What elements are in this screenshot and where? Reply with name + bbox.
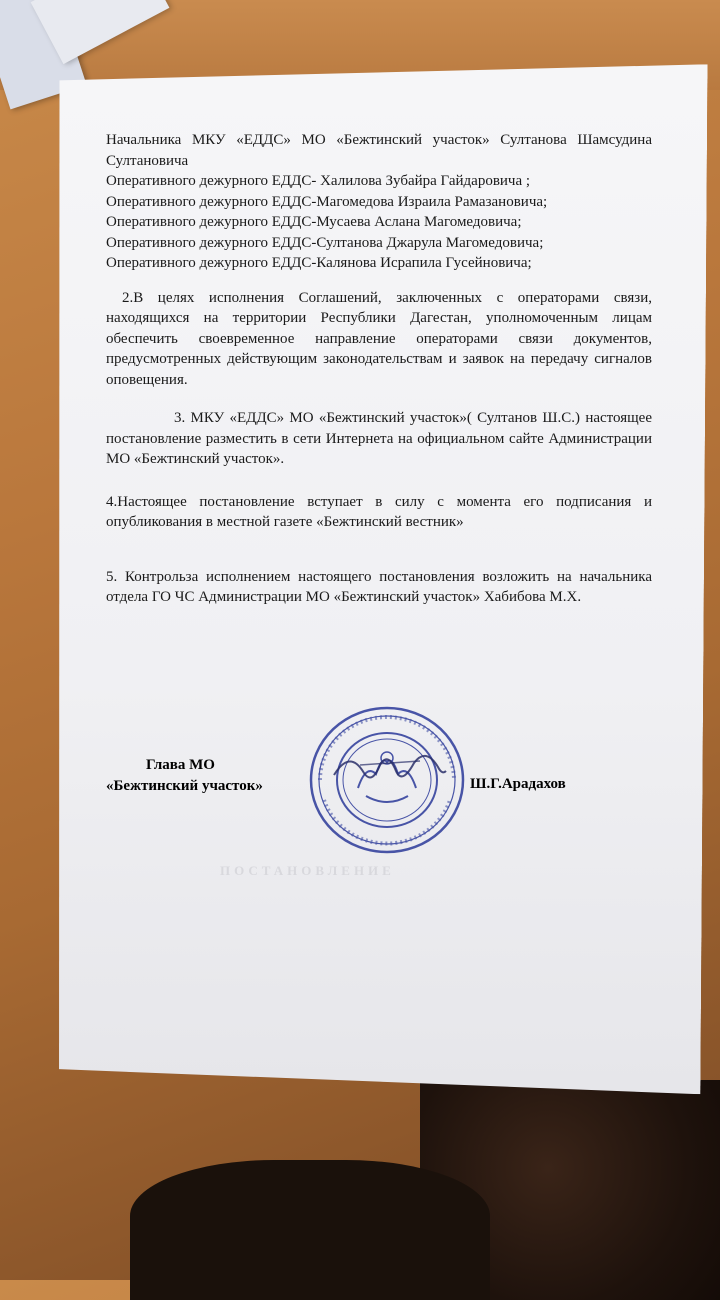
handwritten-signature-icon [330,745,450,795]
signatory-name: Ш.Г.Арадахов [470,776,566,792]
recipient-line: Оперативного дежурного ЕДДС-Магомедова Израила Рамазановича; [106,193,548,210]
signatory-title [106,755,263,797]
dark-cloth-2 [130,1160,490,1300]
paragraph-item-5: 5. Контрольза исполнением настоящего постановления возложить на начальника отдела ГО ЧС Администрации МО «Бежтинский участок» Хабибова М.Х. [106,568,652,605]
show-through-heading: ПОСТАНОВЛЕНИЕ [220,863,395,878]
signatory-title-line2: «Бежтинский участок» [106,778,263,794]
recipient-line: Оперативного дежурного ЕДДС- Халилова Зубайра Гайдаровича ; [106,173,531,189]
paragraph-item-2: 2.В целях исполнения Соглашений, заключенных с операторами связи, находящихся на территории Республики Дагестан, уполномоченным лицам обеспечить своевременное направление операторами связи документов, предусмотренных действующим законодательствам и заявок на передачу сигналов оповещения. [106,289,652,388]
recipient-line: Оперативного дежурного ЕДДС-Мусаева Аслана Магомедовича; [106,214,522,230]
recipient-line: Начальника МКУ «ЕДДС» МО «Бежтинский участок» Султанова Шамсудина Султановича [106,132,652,169]
signatory-title-line1: Глава МО [146,757,215,773]
paragraph-item-3: 3. МКУ «ЕДДС» МО «Бежтинский участок»( Султанов Ш.С.) настоящее постановление разместить в сети Интернета на официальном сайте Администрации МО «Бежтинский участок». [106,410,652,467]
document-body [106,130,652,608]
recipient-line: Оперативного дежурного ЕДДС-Калянова Исрапила Гусейновича; [106,255,532,271]
recipient-line: Оперативного дежурного ЕДДС-Султанова Джарула Магомедовича; [106,234,544,251]
paragraph-item-4: 4.Настоящее постановление вступает в силу с момента его подписания и опубликования в местной газете «Бежтинский вестник» [106,493,652,530]
